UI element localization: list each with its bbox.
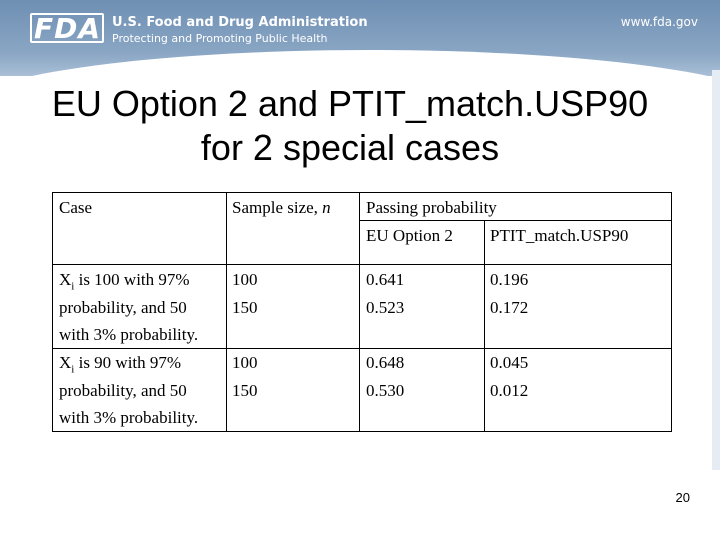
results-table: [52, 192, 672, 432]
header-case: Case: [59, 198, 93, 217]
slide-title-line1: EU Option 2 and PTIT_match.USP90: [51, 83, 649, 124]
size-1-a: 100: [232, 270, 258, 289]
fda-header-banner: [0, 0, 720, 76]
header-ptit: PTIT_match.USP90: [490, 226, 629, 245]
header-row-divider: [52, 264, 672, 265]
case-1-line2: probability, and 50: [59, 298, 187, 317]
eu-1-b: 0.523: [366, 298, 405, 317]
size-2-a: 100: [232, 353, 258, 372]
header-swoosh: [0, 50, 720, 76]
fda-logo-frame: [30, 13, 104, 43]
case-1-line3: with 3% probability.: [59, 325, 199, 344]
agency-tagline: Protecting and Promoting Public Health: [112, 32, 328, 45]
case-2-text: is 90 with 97%: [74, 353, 182, 372]
agency-name: U.S. Food and Drug Administration: [112, 15, 368, 30]
table-border-top: [52, 192, 672, 193]
table-border-bottom: [52, 431, 672, 432]
ptit-1-a: 0.196: [490, 270, 529, 289]
slide-scrollbar[interactable]: [712, 70, 720, 470]
fda-logo-text: FDA: [34, 12, 102, 45]
eu-1-a: 0.641: [366, 270, 405, 289]
slide-title: [0, 82, 700, 170]
case-1-var: X: [59, 270, 72, 289]
header-eu-option2: EU Option 2: [366, 226, 453, 245]
case-2-subscript: i: [71, 363, 75, 376]
eu-2-b: 0.530: [366, 381, 405, 400]
col-divider-3: [484, 220, 485, 432]
agency-block: [112, 15, 368, 46]
header-sample-size-var: n: [322, 198, 331, 217]
table-border-left: [52, 192, 53, 432]
ptit-2-b: 0.012: [490, 381, 529, 400]
col-divider-2: [359, 192, 360, 432]
eu-2-a: 0.648: [366, 353, 405, 372]
slide-title-line2: for 2 special cases: [200, 127, 500, 168]
case-2-line3: with 3% probability.: [59, 408, 199, 427]
fda-logo: [34, 14, 104, 44]
size-2-b: 150: [232, 381, 258, 400]
ptit-1-b: 0.172: [490, 298, 529, 317]
col-divider-1: [226, 192, 227, 432]
case-1-text: is 100 with 97%: [74, 270, 190, 289]
case-2-var: X: [59, 353, 72, 372]
header-sample-size: [232, 194, 331, 221]
header-passing-probability: Passing probability: [366, 198, 497, 217]
page-number: 20: [675, 490, 690, 505]
website-url: www.fda.gov: [620, 15, 698, 29]
ptit-2-a: 0.045: [490, 353, 529, 372]
case-1-subscript: i: [71, 280, 75, 293]
case-2-line2: probability, and 50: [59, 381, 187, 400]
size-1-b: 150: [232, 298, 258, 317]
table-border-right: [671, 192, 672, 432]
header-sample-size-label: Sample size,: [232, 198, 323, 217]
